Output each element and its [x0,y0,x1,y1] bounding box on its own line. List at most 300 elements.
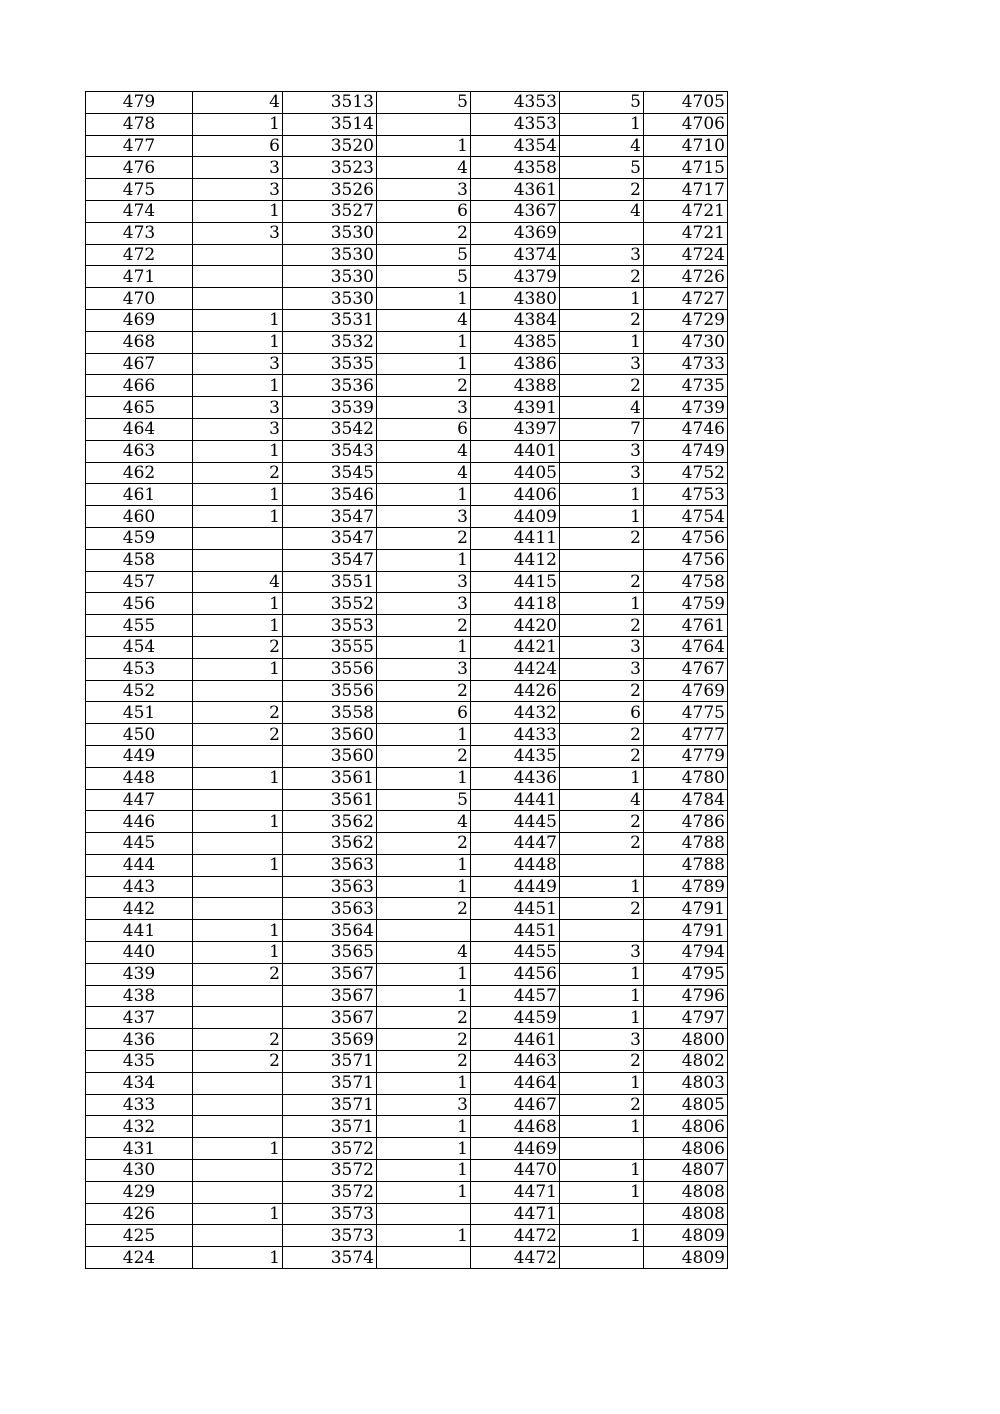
cumulative-c-cell: 4756 [644,549,728,571]
count-a-cell [193,1072,283,1094]
cumulative-c-cell: 4794 [644,942,728,964]
cumulative-c-cell: 4806 [644,1138,728,1160]
table-row [86,331,728,353]
count-b-cell [377,113,471,135]
cumulative-c-cell: 4808 [644,1203,728,1225]
score-cell: 469 [86,309,193,331]
count-a-cell: 4 [193,571,283,593]
count-a-cell [193,527,283,549]
cumulative-a-cell: 3565 [283,942,377,964]
score-cell: 445 [86,833,193,855]
cumulative-a-cell: 3555 [283,636,377,658]
cumulative-a-cell: 3567 [283,1007,377,1029]
count-b-cell: 3 [377,506,471,528]
table-row [86,288,728,310]
table-row [86,1094,728,1116]
score-cell: 435 [86,1051,193,1073]
count-c-cell: 1 [560,1072,644,1094]
cumulative-b-cell: 4369 [471,222,560,244]
count-a-cell: 4 [193,92,283,114]
count-c-cell: 4 [560,789,644,811]
cumulative-c-cell: 4735 [644,375,728,397]
count-c-cell: 1 [560,506,644,528]
score-cell: 426 [86,1203,193,1225]
count-b-cell: 2 [377,1051,471,1073]
cumulative-c-cell: 4706 [644,113,728,135]
table-row [86,811,728,833]
count-c-cell: 5 [560,92,644,114]
table-row [86,854,728,876]
table-row [86,1247,728,1269]
cumulative-a-cell: 3574 [283,1247,377,1269]
count-a-cell: 1 [193,1138,283,1160]
count-c-cell: 2 [560,811,644,833]
cumulative-b-cell: 4401 [471,440,560,462]
table-row [86,876,728,898]
table-row [86,222,728,244]
cumulative-a-cell: 3560 [283,745,377,767]
cumulative-c-cell: 4808 [644,1181,728,1203]
count-b-cell: 4 [377,811,471,833]
count-a-cell: 1 [193,1247,283,1269]
cumulative-a-cell: 3556 [283,658,377,680]
cumulative-b-cell: 4406 [471,484,560,506]
count-a-cell [193,1094,283,1116]
cumulative-c-cell: 4721 [644,222,728,244]
count-c-cell: 1 [560,484,644,506]
table-row [86,135,728,157]
score-cell: 471 [86,266,193,288]
count-c-cell: 1 [560,113,644,135]
count-a-cell [193,1116,283,1138]
table-row [86,397,728,419]
count-a-cell: 1 [193,506,283,528]
count-b-cell: 4 [377,942,471,964]
count-b-cell [377,920,471,942]
cumulative-a-cell: 3572 [283,1181,377,1203]
count-a-cell: 3 [193,353,283,375]
cumulative-a-cell: 3569 [283,1029,377,1051]
count-c-cell [560,1203,644,1225]
count-b-cell: 2 [377,745,471,767]
cumulative-c-cell: 4758 [644,571,728,593]
cumulative-c-cell: 4759 [644,593,728,615]
count-a-cell: 1 [193,942,283,964]
cumulative-a-cell: 3573 [283,1225,377,1247]
cumulative-c-cell: 4797 [644,1007,728,1029]
count-a-cell: 3 [193,222,283,244]
cumulative-c-cell: 4795 [644,963,728,985]
count-c-cell: 4 [560,397,644,419]
count-c-cell [560,222,644,244]
table-row [86,789,728,811]
cumulative-a-cell: 3571 [283,1072,377,1094]
score-cell: 463 [86,440,193,462]
cumulative-a-cell: 3520 [283,135,377,157]
table-row [86,1138,728,1160]
cumulative-c-cell: 4749 [644,440,728,462]
cumulative-a-cell: 3572 [283,1160,377,1182]
cumulative-a-cell: 3543 [283,440,377,462]
score-cell: 461 [86,484,193,506]
count-b-cell: 1 [377,331,471,353]
count-b-cell: 1 [377,1116,471,1138]
count-a-cell: 1 [193,593,283,615]
count-a-cell: 1 [193,854,283,876]
count-a-cell: 1 [193,658,283,680]
count-c-cell: 6 [560,702,644,724]
score-cell: 449 [86,745,193,767]
cumulative-c-cell: 4753 [644,484,728,506]
score-cell: 452 [86,680,193,702]
count-b-cell: 5 [377,266,471,288]
count-b-cell [377,1203,471,1225]
table-row [86,985,728,1007]
count-a-cell: 2 [193,1029,283,1051]
score-cell: 462 [86,462,193,484]
cumulative-b-cell: 4405 [471,462,560,484]
cumulative-a-cell: 3531 [283,309,377,331]
cumulative-b-cell: 4418 [471,593,560,615]
cumulative-a-cell: 3561 [283,789,377,811]
table-row [86,462,728,484]
count-a-cell: 3 [193,418,283,440]
cumulative-c-cell: 4775 [644,702,728,724]
cumulative-c-cell: 4786 [644,811,728,833]
count-c-cell: 1 [560,985,644,1007]
cumulative-a-cell: 3523 [283,157,377,179]
table-row [86,1029,728,1051]
cumulative-c-cell: 4806 [644,1116,728,1138]
count-c-cell: 3 [560,636,644,658]
table-row [86,593,728,615]
score-cell: 457 [86,571,193,593]
cumulative-c-cell: 4788 [644,854,728,876]
cumulative-c-cell: 4784 [644,789,728,811]
cumulative-c-cell: 4796 [644,985,728,1007]
count-c-cell: 7 [560,418,644,440]
count-c-cell: 3 [560,658,644,680]
count-b-cell: 1 [377,1225,471,1247]
cumulative-a-cell: 3536 [283,375,377,397]
count-b-cell [377,1247,471,1269]
table-row [86,527,728,549]
count-a-cell: 3 [193,157,283,179]
count-c-cell: 3 [560,942,644,964]
score-cell: 478 [86,113,193,135]
score-cell: 475 [86,179,193,201]
count-b-cell: 4 [377,462,471,484]
table-row [86,375,728,397]
table-row [86,920,728,942]
count-b-cell: 2 [377,1007,471,1029]
score-cell: 440 [86,942,193,964]
cumulative-a-cell: 3573 [283,1203,377,1225]
cumulative-a-cell: 3552 [283,593,377,615]
cumulative-c-cell: 4789 [644,876,728,898]
score-cell: 450 [86,724,193,746]
cumulative-c-cell: 4809 [644,1247,728,1269]
cumulative-a-cell: 3545 [283,462,377,484]
count-c-cell [560,549,644,571]
count-a-cell: 6 [193,135,283,157]
cumulative-b-cell: 4411 [471,527,560,549]
score-cell: 446 [86,811,193,833]
score-cell: 466 [86,375,193,397]
cumulative-b-cell: 4353 [471,113,560,135]
cumulative-b-cell: 4451 [471,920,560,942]
table-row [86,157,728,179]
count-b-cell: 3 [377,179,471,201]
count-a-cell [193,789,283,811]
count-b-cell: 6 [377,702,471,724]
cumulative-c-cell: 4717 [644,179,728,201]
cumulative-a-cell: 3567 [283,985,377,1007]
score-cell: 431 [86,1138,193,1160]
table-row [86,767,728,789]
cumulative-b-cell: 4420 [471,615,560,637]
cumulative-b-cell: 4435 [471,745,560,767]
score-cell: 467 [86,353,193,375]
table-row [86,113,728,135]
cumulative-a-cell: 3547 [283,506,377,528]
cumulative-a-cell: 3542 [283,418,377,440]
count-c-cell: 1 [560,963,644,985]
table-row [86,1051,728,1073]
cumulative-a-cell: 3551 [283,571,377,593]
score-cell: 442 [86,898,193,920]
table-row [86,92,728,114]
count-c-cell: 4 [560,135,644,157]
count-c-cell: 5 [560,157,644,179]
count-c-cell: 1 [560,1007,644,1029]
cumulative-b-cell: 4445 [471,811,560,833]
cumulative-b-cell: 4436 [471,767,560,789]
score-cell: 424 [86,1247,193,1269]
count-a-cell [193,876,283,898]
cumulative-b-cell: 4367 [471,200,560,222]
cumulative-c-cell: 4733 [644,353,728,375]
count-a-cell [193,985,283,1007]
score-cell: 432 [86,1116,193,1138]
count-a-cell [193,1225,283,1247]
cumulative-b-cell: 4379 [471,266,560,288]
cumulative-b-cell: 4374 [471,244,560,266]
count-c-cell: 2 [560,309,644,331]
cumulative-b-cell: 4384 [471,309,560,331]
table-row [86,244,728,266]
count-a-cell [193,266,283,288]
count-b-cell: 4 [377,440,471,462]
count-b-cell: 3 [377,1094,471,1116]
cumulative-c-cell: 4730 [644,331,728,353]
cumulative-c-cell: 4726 [644,266,728,288]
count-b-cell: 5 [377,789,471,811]
count-a-cell [193,1160,283,1182]
count-c-cell: 2 [560,266,644,288]
count-c-cell: 1 [560,876,644,898]
count-b-cell: 1 [377,484,471,506]
cumulative-a-cell: 3563 [283,876,377,898]
cumulative-a-cell: 3530 [283,222,377,244]
count-b-cell: 1 [377,636,471,658]
count-c-cell: 1 [560,288,644,310]
cumulative-b-cell: 4471 [471,1203,560,1225]
cumulative-a-cell: 3562 [283,811,377,833]
cumulative-a-cell: 3556 [283,680,377,702]
cumulative-b-cell: 4455 [471,942,560,964]
count-a-cell [193,1181,283,1203]
count-c-cell: 1 [560,1160,644,1182]
table-row [86,615,728,637]
cumulative-b-cell: 4421 [471,636,560,658]
score-cell: 465 [86,397,193,419]
cumulative-a-cell: 3530 [283,266,377,288]
count-a-cell: 3 [193,179,283,201]
cumulative-c-cell: 4721 [644,200,728,222]
cumulative-c-cell: 4805 [644,1094,728,1116]
count-b-cell: 2 [377,375,471,397]
count-a-cell: 1 [193,615,283,637]
cumulative-c-cell: 4729 [644,309,728,331]
cumulative-b-cell: 4470 [471,1160,560,1182]
score-cell: 444 [86,854,193,876]
count-a-cell: 2 [193,724,283,746]
count-a-cell [193,549,283,571]
score-cell: 437 [86,1007,193,1029]
score-cell: 454 [86,636,193,658]
score-cell: 476 [86,157,193,179]
count-c-cell: 1 [560,1181,644,1203]
score-cell: 474 [86,200,193,222]
table-body [86,92,728,1269]
count-c-cell: 3 [560,244,644,266]
cumulative-a-cell: 3514 [283,113,377,135]
table-row [86,200,728,222]
table-row [86,1007,728,1029]
count-c-cell: 1 [560,1116,644,1138]
count-b-cell: 1 [377,854,471,876]
score-cell: 453 [86,658,193,680]
table-row [86,1072,728,1094]
count-b-cell: 1 [377,767,471,789]
count-c-cell: 1 [560,331,644,353]
score-cell: 439 [86,963,193,985]
cumulative-c-cell: 4802 [644,1051,728,1073]
table-row [86,1181,728,1203]
cumulative-b-cell: 4424 [471,658,560,680]
score-cell: 433 [86,1094,193,1116]
count-c-cell: 2 [560,179,644,201]
score-cell: 460 [86,506,193,528]
cumulative-b-cell: 4449 [471,876,560,898]
cumulative-b-cell: 4463 [471,1051,560,1073]
count-a-cell: 2 [193,636,283,658]
cumulative-c-cell: 4769 [644,680,728,702]
cumulative-a-cell: 3530 [283,244,377,266]
count-a-cell: 1 [193,484,283,506]
cumulative-b-cell: 4468 [471,1116,560,1138]
cumulative-a-cell: 3567 [283,963,377,985]
cumulative-a-cell: 3535 [283,353,377,375]
cumulative-b-cell: 4472 [471,1247,560,1269]
count-a-cell: 1 [193,375,283,397]
cumulative-a-cell: 3562 [283,833,377,855]
table-row [86,1160,728,1182]
count-a-cell: 1 [193,920,283,942]
table-row [86,484,728,506]
count-a-cell: 1 [193,113,283,135]
cumulative-b-cell: 4459 [471,1007,560,1029]
cumulative-b-cell: 4464 [471,1072,560,1094]
cumulative-c-cell: 4761 [644,615,728,637]
table-row [86,309,728,331]
count-a-cell [193,745,283,767]
table-row [86,745,728,767]
table-row [86,1225,728,1247]
cumulative-c-cell: 4788 [644,833,728,855]
count-b-cell: 2 [377,1029,471,1051]
cumulative-b-cell: 4388 [471,375,560,397]
count-b-cell: 1 [377,985,471,1007]
count-a-cell: 3 [193,397,283,419]
count-c-cell: 3 [560,462,644,484]
count-b-cell: 5 [377,244,471,266]
table-row [86,571,728,593]
score-cell: 470 [86,288,193,310]
cumulative-b-cell: 4472 [471,1225,560,1247]
score-cell: 458 [86,549,193,571]
count-c-cell: 2 [560,571,644,593]
cumulative-c-cell: 4767 [644,658,728,680]
cumulative-c-cell: 4791 [644,898,728,920]
score-cell: 436 [86,1029,193,1051]
table-row [86,833,728,855]
count-a-cell [193,898,283,920]
cumulative-c-cell: 4800 [644,1029,728,1051]
cumulative-c-cell: 4752 [644,462,728,484]
count-c-cell: 4 [560,200,644,222]
count-c-cell: 1 [560,767,644,789]
cumulative-b-cell: 4433 [471,724,560,746]
count-b-cell: 2 [377,222,471,244]
count-a-cell [193,833,283,855]
count-c-cell: 2 [560,1094,644,1116]
count-b-cell: 1 [377,876,471,898]
cumulative-a-cell: 3561 [283,767,377,789]
count-a-cell: 2 [193,963,283,985]
table-row [86,1116,728,1138]
count-b-cell: 2 [377,833,471,855]
count-c-cell: 1 [560,593,644,615]
count-c-cell: 2 [560,375,644,397]
count-a-cell: 1 [193,811,283,833]
table-row [86,266,728,288]
count-c-cell [560,1247,644,1269]
table-row [86,658,728,680]
cumulative-b-cell: 4467 [471,1094,560,1116]
count-c-cell [560,1138,644,1160]
table-row [86,680,728,702]
count-b-cell: 4 [377,157,471,179]
count-b-cell: 1 [377,288,471,310]
count-c-cell: 2 [560,1051,644,1073]
cumulative-b-cell: 4415 [471,571,560,593]
cumulative-c-cell: 4724 [644,244,728,266]
count-b-cell: 1 [377,724,471,746]
table-row [86,549,728,571]
count-c-cell: 3 [560,1029,644,1051]
